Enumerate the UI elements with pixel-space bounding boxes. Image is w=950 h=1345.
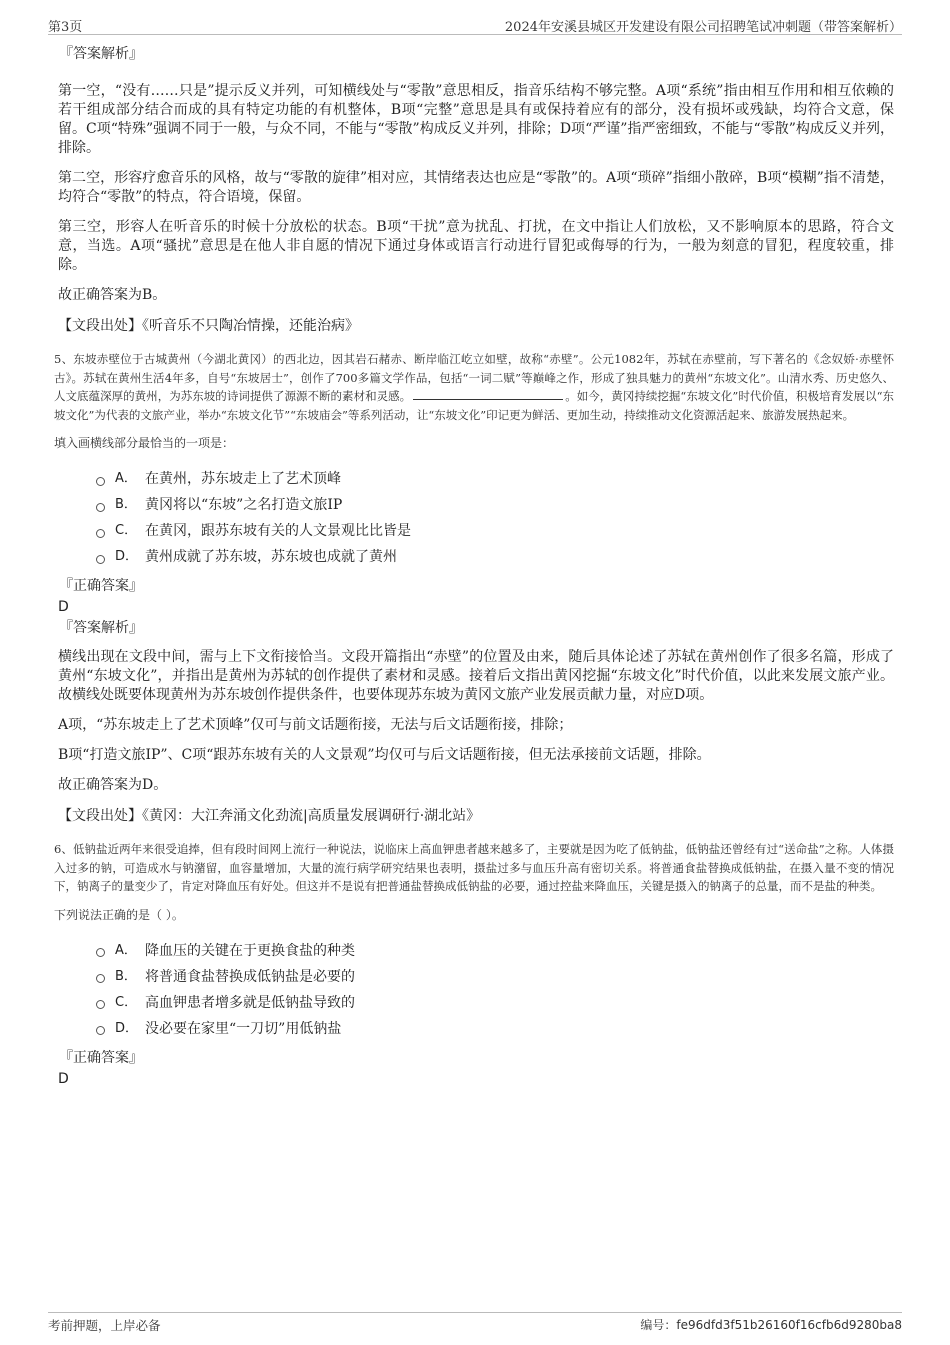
option-text: 高血钾患者增多就是低钠盐导致的	[145, 994, 355, 1011]
radio-icon[interactable]	[96, 477, 105, 486]
option-letter: C．	[115, 994, 138, 1010]
document-title: 2024年安溪县城区开发建设有限公司招聘笔试冲刺题（带答案解析）	[504, 20, 902, 35]
option-letter: A．	[115, 942, 137, 958]
analysis-paragraph: 第一空，“没有……只是”提示反义并列，可知横线处与“零散”意思相反，指音乐结构不够完整。A项“系统”指由相互作用和相互依赖的若干组成部分结合而成的具有特定功能的有机整体，B项“完整”意思是具有或保持着应有的部分，没有损坏或残缺，均符合文意，保留。C项“特殊”强调不同于一般，与众不同，不能与“零散”构成反义并列，排除；D项“严谨”指严密细致，不能与“零散”构成反义并列，排除。	[58, 83, 894, 156]
analysis-paragraph: 第三空，形容人在听音乐的时候十分放松的状态。B项“干扰”意为扰乱、打扰，在文中指让人们放松，又不影响原本的思路，符合文意，当选。A项“骚扰”意思是在他人非自愿的情况下通过身体或语言行动进行冒犯或侮辱的行为，一般为刻意的冒犯，程度较重，排除。	[58, 219, 894, 273]
correct-answer-value: D	[58, 1070, 69, 1087]
option-a[interactable]	[96, 938, 894, 964]
analysis-paragraph: 第二空，形容疗愈音乐的风格，故与“零散的旋律”相对应，其情绪表达也应是“零散”的。A项“琐碎”指细小散碎，B项“模糊”指不清楚，均符合“零散”的特点，符合语境，保留。	[58, 170, 894, 205]
option-letter: A．	[115, 471, 137, 486]
option-letter: D．	[115, 1020, 139, 1036]
page-header	[48, 14, 902, 35]
option-d[interactable]	[96, 544, 894, 570]
option-text: 没必要在家里“一刀切”用低钠盐	[145, 1020, 342, 1037]
option-text: 在黄冈，跟苏东坡有关的人文景观比比皆是	[145, 523, 411, 539]
option-text: 将普通食盐替换成低钠盐是必要的	[145, 968, 355, 985]
option-letter: C．	[115, 523, 138, 538]
page-content	[56, 44, 894, 1090]
analysis-paragraph: 故正确答案为D。	[58, 777, 168, 793]
option-text: 黄州成就了苏东坡，苏东坡也成就了黄州	[145, 549, 397, 565]
correct-answer-value: D	[58, 599, 69, 615]
radio-icon[interactable]	[96, 555, 105, 564]
source-citation: 【文段出处】《黄冈：大江奔涌文化劲流|高质量发展调研行·湖北站》	[58, 808, 481, 824]
analysis-paragraph: B项“打造文旅IP”、C项“跟苏东坡有关的人文景观”均仅可与后文话题衔接，但无法承接前文话题，排除。	[58, 747, 711, 763]
option-b[interactable]	[96, 964, 894, 990]
page-footer	[48, 1312, 902, 1337]
question-5-text-part: 。如今，黄冈持续挖掘“东坡文化”时代价值，积极培育发展以“东坡文化”为代表的文旅产业，举办“东坡文化节”“东坡庙会”等系列活动，让“东坡文化”印记更为鲜活、更加生动，持续推动文化资源活起来、旅游发展热起来。	[54, 389, 894, 422]
question-5-prompt: 填入画横线部分最恰当的一项是：	[54, 436, 235, 450]
correct-answer-label: 『正确答案』	[59, 1049, 143, 1066]
document-id: 编号：fe96dfd3f51b26160f16cfb6d9280ba8	[640, 1318, 902, 1332]
analysis-paragraph: 故正确答案为B。	[58, 287, 167, 303]
question-6-prompt: 下列说法正确的是（ ）。	[54, 907, 184, 922]
source-citation: 【文段出处】《听音乐不只陶冶情操，还能治病》	[58, 318, 359, 334]
analysis-paragraph: 横线出现在文段中间，需与上下文衔接恰当。文段开篇指出“赤壁”的位置及由来，随后具体论述了苏轼在黄州创作了很多名篇，形成了黄州“东坡文化”，并指出是黄州为苏轼的创作提供了素材和灵感。接着后文指出黄冈挖掘“东坡文化”时代价值，以此来发展文旅产业。故横线处既要体现黄州为苏东坡创作提供条件，也要体现苏东坡为黄冈文旅产业发展贡献力量，对应D项。	[58, 649, 894, 703]
radio-icon[interactable]	[96, 974, 105, 983]
option-text: 在黄州，苏东坡走上了艺术顶峰	[145, 471, 341, 487]
correct-answer-label: 『正确答案』	[59, 578, 143, 594]
option-text: 黄冈将以“东坡”之名打造文旅IP	[145, 497, 343, 513]
option-a[interactable]	[96, 466, 894, 492]
option-letter: B．	[115, 497, 137, 512]
question-6-text: 6、低钠盐近两年来很受追捧，但有段时间网上流行一种说法，说临床上高血钾患者越来越多了，主要就是因为吃了低钠盐，低钠盐还曾经有过“送命盐”之称。人体摄入过多的钠，可造成水与钠潴留，血容量增加，大量的流行病学研究结果也表明，摄盐过多与血压升高有密切关系。将普通食盐替换成低钠盐，在摄入量不变的情况下，钠离子的量变少了，肯定对降血压有好处。但这并不是说有把普通盐替换成低钠盐的必要，通过控盐来降血压，关键是摄入的钠离子的总量，而不是盐的种类。	[54, 842, 894, 893]
option-c[interactable]	[96, 518, 894, 544]
option-b[interactable]	[96, 492, 894, 518]
analysis-label: 『答案解析』	[59, 620, 143, 636]
footer-slogan: 考前押题，上岸必备	[48, 1318, 161, 1333]
option-d[interactable]	[96, 1016, 894, 1042]
question-5-text	[54, 350, 894, 424]
radio-icon[interactable]	[96, 1026, 105, 1035]
option-letter: B．	[115, 968, 137, 984]
analysis-paragraph: A项，“苏东坡走上了艺术顶峰”仅可与前文话题衔接，无法与后文话题衔接，排除；	[58, 717, 573, 733]
option-text: 降血压的关键在于更换食盐的种类	[145, 942, 355, 959]
page-number: 第3页	[48, 20, 83, 35]
option-c[interactable]	[96, 990, 894, 1016]
analysis-label: 『答案解析』	[59, 46, 143, 62]
question-5-options	[56, 466, 894, 570]
fill-blank-line	[413, 389, 563, 400]
radio-icon[interactable]	[96, 1000, 105, 1009]
radio-icon[interactable]	[96, 529, 105, 538]
radio-icon[interactable]	[96, 948, 105, 957]
question-6-options	[56, 938, 894, 1042]
radio-icon[interactable]	[96, 503, 105, 512]
option-letter: D．	[115, 549, 139, 564]
question-5-text-part: 5、东坡赤壁位于古城黄州（今湖北黄冈）的西北边，因其岩石赭赤、断岸临江屹立如壁，故称“赤壁”。公元1082年，苏轼在赤壁前，写下著名的《念奴娇·赤壁怀古》。苏轼在黄州生活4年多，自号“东坡居士”，创作了700多篇文学作品，包括“一词二赋”等巅峰之作，形成了独具魅力的黄州“东坡文化”。山清水秀、历史悠久、人文底蕴深厚的黄州，为苏东坡的诗词提供了源源不断的素材和灵感。	[54, 352, 894, 403]
